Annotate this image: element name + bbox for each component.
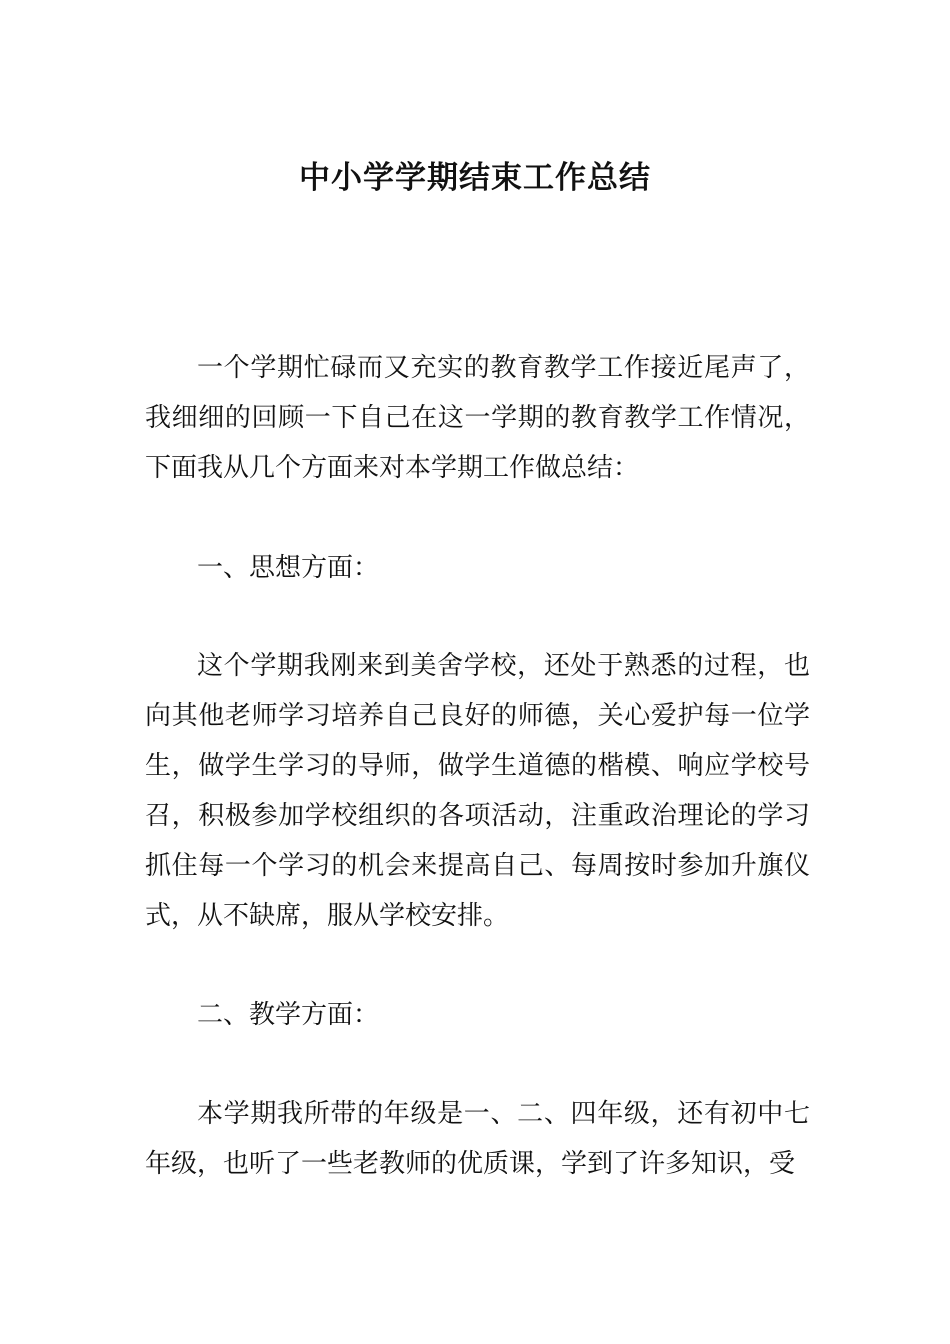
section-body-thought: 这个学期我刚来到美舍学校，还处于熟悉的过程，也向其他老师学习培养自己良好的师德，关心爱护每一位学生，做学生学习的导师，做学生道德的楷模、响应学校号召，积极参加学校组织的各项活动，注重政治理论的学习抓住每一个学习的机会来提高自己、每周按时参加升旗仪式，从不缺席，服从学校安排。 (145, 651, 810, 931)
section-heading-teaching: 二、教学方面： (197, 1000, 380, 1030)
intro-paragraph: 一个学期忙碌而又充实的教育教学工作接近尾声了，我细细的回顾一下自己在这一学期的教育教学工作情况，下面我从几个方面来对本学期工作做总结： (145, 353, 810, 483)
section-body-teaching: 本学期我所带的年级是一、二、四年级，还有初中七年级，也听了一些老教师的优质课，学到了许多知识，受 (145, 1099, 810, 1179)
section-heading-thought: 一、思想方面： (197, 553, 380, 583)
page-title: 中小学学期结束工作总结 (299, 160, 651, 196)
